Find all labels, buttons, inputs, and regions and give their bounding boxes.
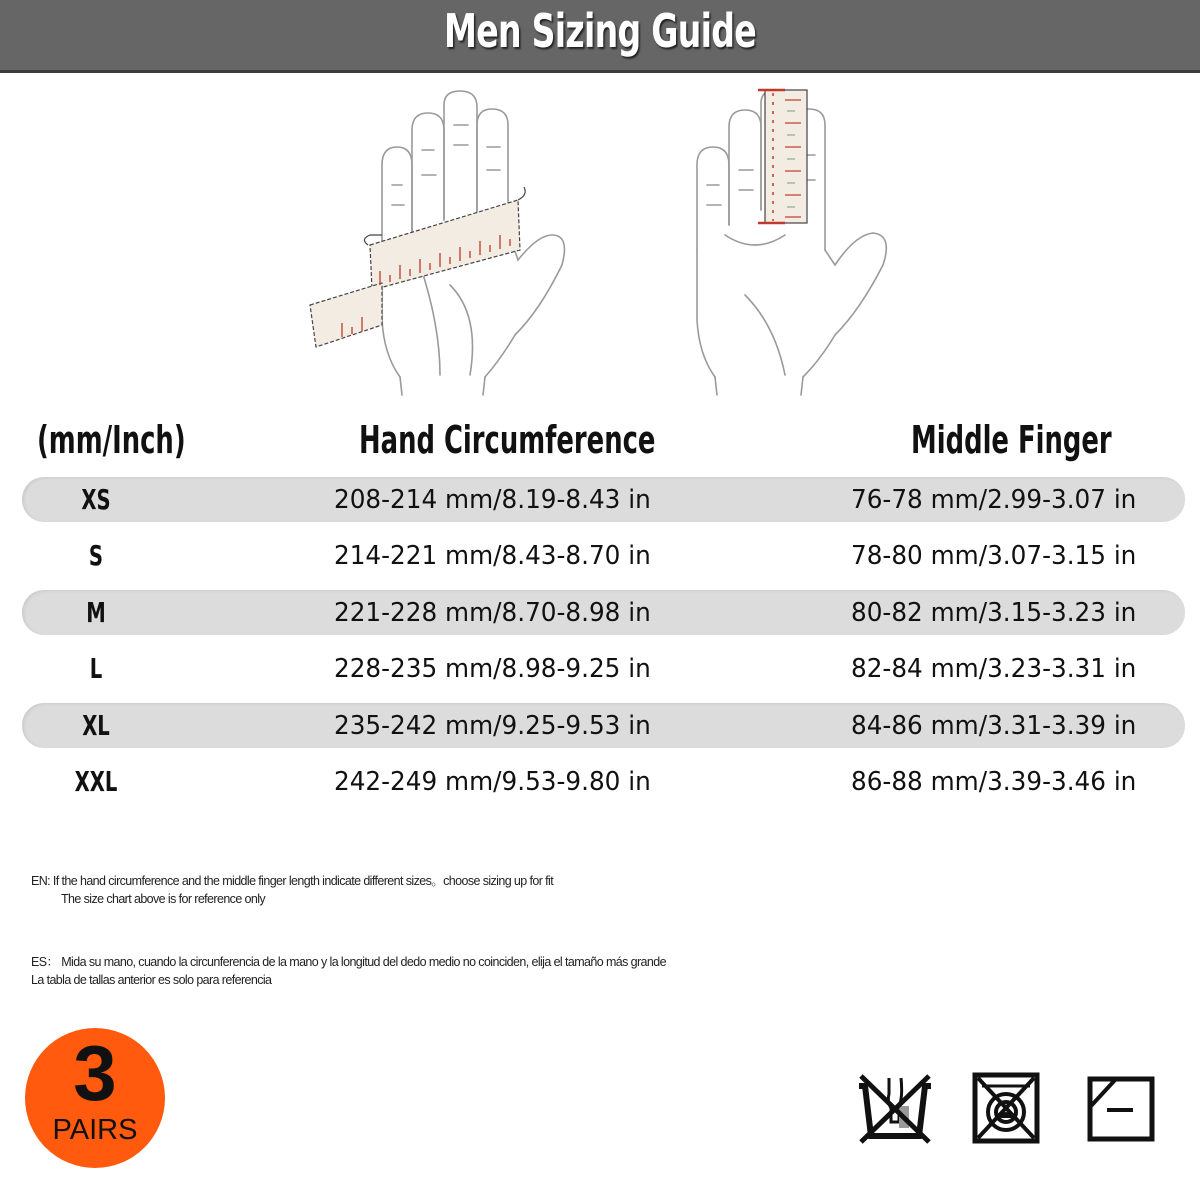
middle-finger-value: 78-80 mm/3.07-3.15 in — [851, 541, 1137, 571]
table-row — [0, 477, 1200, 522]
header-bar — [0, 0, 1200, 73]
note-es-line2: La tabla de tallas anterior es solo para referencia — [31, 973, 272, 987]
dry-flat-in-shade-icon — [1087, 1076, 1155, 1146]
middle-finger-value: 80-82 mm/3.15-3.23 in — [851, 598, 1137, 628]
table-row — [0, 759, 1200, 804]
hand-circumference-value: 208-214 mm/8.19-8.43 in — [334, 485, 651, 515]
unit-column-header: (mm/Inch) — [37, 418, 186, 462]
table-row — [0, 533, 1200, 578]
hand-circumference-value: 221-228 mm/8.70-8.98 in — [334, 598, 651, 628]
middle-finger-value: 82-84 mm/3.23-3.31 in — [851, 654, 1137, 684]
table-row — [0, 590, 1200, 635]
note-es-line1: ES： Mida su mano, cuando la circunferencia de la mano y la longitud del dedo medio no coinciden, elija el tamaño más grande — [31, 955, 666, 969]
middle-finger-illustration — [685, 85, 900, 400]
hand-circumference-value: 214-221 mm/8.43-8.70 in — [334, 541, 651, 571]
size-label: XL — [82, 709, 110, 742]
hand-circumference-value: 235-242 mm/9.25-9.53 in — [334, 711, 651, 741]
hand-with-ruler-icon — [685, 85, 900, 400]
middle-finger-value: 76-78 mm/2.99-3.07 in — [851, 485, 1137, 515]
page-title: Men Sizing Guide — [444, 4, 756, 58]
table-row — [0, 646, 1200, 691]
do-not-wash-icon — [855, 1072, 935, 1148]
size-label: XS — [81, 483, 111, 516]
table-row — [0, 703, 1200, 748]
note-en-line1: EN: If the hand circumference and the middle finger length indicate different sizes。choose sizing up for fit — [31, 874, 554, 888]
middle-finger-value: 84-86 mm/3.31-3.39 in — [851, 711, 1137, 741]
size-label: M — [86, 596, 106, 629]
do-not-tumble-dry-icon — [972, 1072, 1040, 1148]
pairs-label: PAIRS — [52, 1114, 138, 1146]
size-label: L — [89, 652, 103, 685]
pairs-badge — [25, 1028, 165, 1168]
hand-circumference-header: Hand Circumference — [359, 418, 656, 462]
size-label: XXL — [74, 765, 118, 798]
pairs-count: 3 — [73, 1029, 117, 1117]
hand-with-tape-icon — [300, 85, 580, 400]
middle-finger-value: 86-88 mm/3.39-3.46 in — [851, 767, 1137, 797]
hand-circumference-illustration — [300, 85, 580, 400]
hand-circumference-value: 228-235 mm/8.98-9.25 in — [334, 654, 651, 684]
middle-finger-header: Middle Finger — [911, 418, 1112, 462]
size-label: S — [88, 539, 104, 572]
note-en-line2: The size chart above is for reference only — [61, 892, 266, 906]
hand-circumference-value: 242-249 mm/9.53-9.80 in — [334, 767, 651, 797]
